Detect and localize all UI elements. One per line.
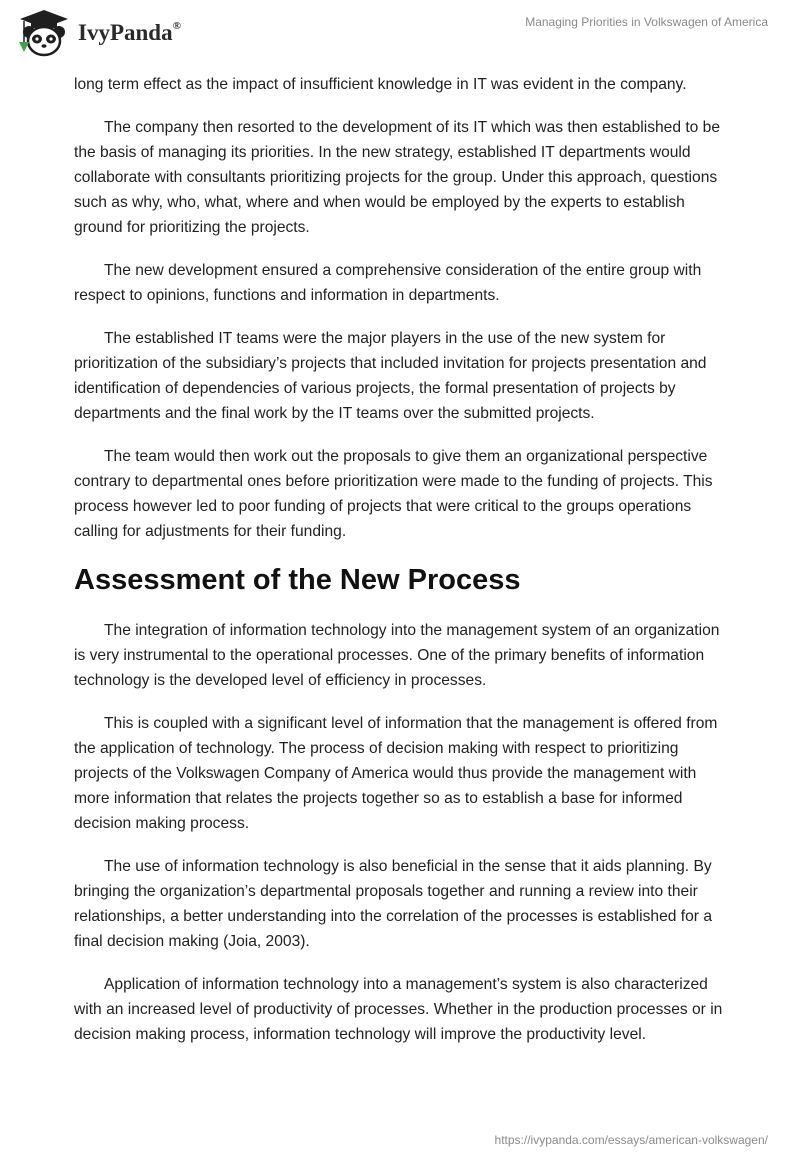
section-heading: Assessment of the New Process xyxy=(74,564,521,596)
paragraph: Application of information technology into a management’s system is also characterized with an increased level of productivity of processes. Whether in the production processes or in decision making process, information technology will improve the productivity level. xyxy=(74,976,723,1043)
paragraph-continued: long term effect as the impact of insufficient knowledge in IT was evident in the company. xyxy=(74,76,687,93)
paragraph: The team would then work out the proposals to give them an organizational perspective contrary to departmental ones before prioritization were made to the funding of projects. This process however led to poor funding of projects that were critical to the groups operations calling for adjustments for their funding. xyxy=(74,448,713,540)
paragraph: The integration of information technology into the management system of an organization is very instrumental to the operational processes. One of the primary benefits of information technology is the developed level of efficiency in processes. xyxy=(74,622,720,689)
paragraph: This is coupled with a significant level of information that the management is offered from the application of technology. The process of decision making with respect to prioritizing projects of the Volkswagen Company of America would thus provide the management with more information that relates the projects together so as to establish a base for informed decision making process. xyxy=(74,715,718,832)
page-header xyxy=(0,0,800,70)
document-title: Managing Priorities in Volkswagen of America xyxy=(525,15,768,29)
registered-mark: ® xyxy=(172,20,181,33)
paragraph: The new development ensured a comprehensive consideration of the entire group with respect to opinions, functions and information in departments. xyxy=(74,262,702,304)
brand-text: IvyPanda xyxy=(78,20,173,45)
brand-name[interactable] xyxy=(78,20,181,46)
essay-content xyxy=(74,72,734,1065)
paragraph: The use of information technology is also beneficial in the sense that it aids planning. By bringing the organization’s departmental proposals together and running a review into their relationships, a better understanding into the correlation of the processes is established for a final decision making (Joia, 2003). xyxy=(74,858,712,950)
source-url-link[interactable]: https://ivypanda.com/essays/american-volkswagen/ xyxy=(494,1133,768,1147)
paragraph: The established IT teams were the major players in the use of the new system for prioritization of the subsidiary’s projects that included invitation for projects presentation and identification of dependencies of various projects, the formal presentation of projects by departments and the final work by the IT teams over the submitted projects. xyxy=(74,330,707,422)
paragraph: The company then resorted to the development of its IT which was then established to be the basis of managing its priorities. In the new strategy, established IT departments would collaborate with consultants prioritizing projects for the group. Under this approach, questions such as why, who, what, where and when would be employed by the experts to establish ground for prioritizing the projects. xyxy=(74,119,721,236)
panda-graduate-logo-icon[interactable] xyxy=(14,8,74,60)
